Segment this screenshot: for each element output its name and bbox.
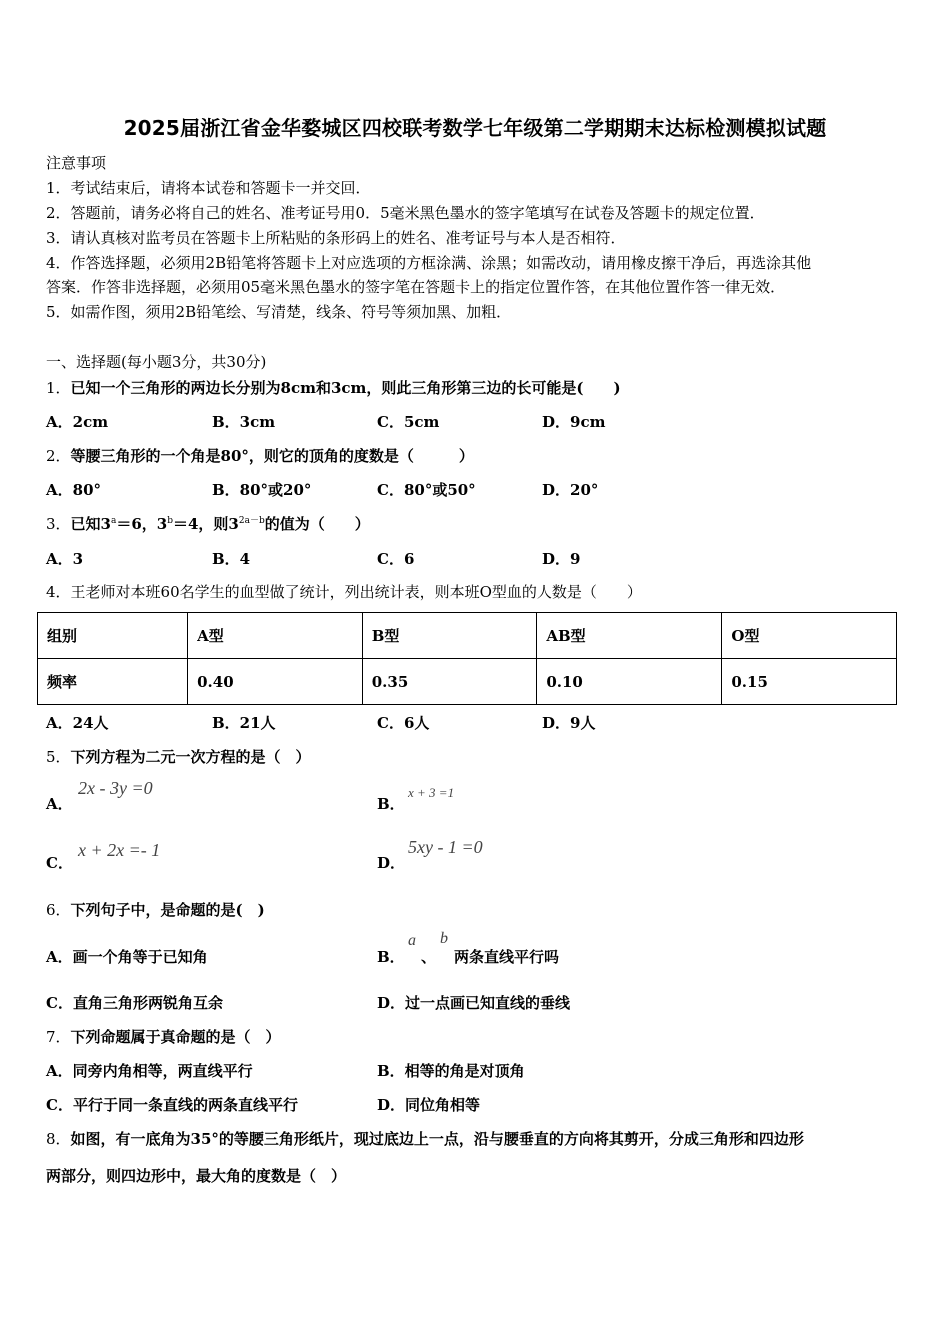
- question-text: 如图，有一底角为35°的等腰三角形纸片，现过底边上一点，沿与腰垂直的方向将其剪开，分成三角形和四边形: [70, 1130, 804, 1148]
- table-row: [38, 659, 897, 705]
- question-text: 王老师对本班60名学生的血型做了统计，列出统计表，则本班O型血的人数是（ ）: [70, 583, 642, 601]
- note-item-4-cont: 答案．作答非选择题，必须用05毫米黑色墨水的签字笔在答题卡上的指定位置作答，在其他位置作答一律无效．: [46, 278, 786, 296]
- table-cell: 0.15: [722, 659, 897, 705]
- q4-option-a[interactable]: A．24人: [46, 714, 109, 732]
- q1-option-c[interactable]: C．5cm: [377, 413, 440, 431]
- q5-formula-d: 5xy - 1 =0: [408, 837, 483, 857]
- table-cell: 0.35: [362, 659, 537, 705]
- q1-option-a[interactable]: A．2cm: [46, 413, 109, 431]
- question-text-part: 已知3: [70, 515, 111, 533]
- q5-option-d-label[interactable]: D．: [377, 854, 406, 872]
- question-text: 下列句子中，是命题的是( ): [70, 901, 265, 919]
- table-cell: 组别: [38, 613, 188, 659]
- q6-separator: 、: [421, 948, 437, 966]
- q5-formula-b: x + 3 =1: [408, 785, 455, 800]
- exponent: 2a－b: [238, 516, 265, 526]
- q3-option-c[interactable]: C．6: [377, 550, 415, 568]
- question-number: 4．: [46, 583, 71, 601]
- q1-option-d[interactable]: D．9cm: [542, 413, 606, 431]
- question-8: [46, 1128, 804, 1149]
- table-cell: 0.10: [537, 659, 722, 705]
- q5-option-c-label[interactable]: C．: [46, 854, 73, 872]
- question-1: [46, 377, 621, 398]
- q2-option-c[interactable]: C．80°或50°: [377, 481, 476, 499]
- note-item-1: 1．考试结束后，请将本试卷和答题卡一并交回．: [46, 179, 371, 197]
- q6-option-c[interactable]: C．直角三角形两锐角互余: [46, 994, 223, 1012]
- question-7: [46, 1026, 281, 1047]
- table-cell: B型: [362, 613, 537, 659]
- note-item-2: 2．答题前，请务必将自己的姓名、准考证号用0．5毫米黑色墨水的签字笔填写在试卷及答题卡的规定位置．: [46, 204, 765, 222]
- question-number: 6．: [46, 901, 71, 919]
- q6-option-a[interactable]: A．画一个角等于已知角: [46, 948, 208, 966]
- q5-formula-c: x + 2x =- 1: [78, 840, 161, 860]
- table-cell: O型: [722, 613, 897, 659]
- question-number: 1．: [46, 379, 71, 397]
- table-cell: AB型: [537, 613, 722, 659]
- q3-option-d[interactable]: D．9: [542, 550, 581, 568]
- question-number: 3．: [46, 515, 71, 533]
- q5-option-b-label[interactable]: B．: [377, 795, 405, 813]
- q5-formula-a: 2x - 3y =0: [78, 778, 153, 798]
- question-2: [46, 445, 474, 466]
- question-8-cont: 两部分，则四边形中，最大角的度数是（ ）: [46, 1167, 347, 1185]
- q6-option-b-text: 两条直线平行吗: [454, 948, 560, 966]
- q5-option-a-label[interactable]: A．: [46, 795, 73, 813]
- q6-var-a: a: [408, 932, 416, 949]
- q7-option-d[interactable]: D．同位角相等: [377, 1096, 481, 1114]
- q7-option-c[interactable]: C．平行于同一条直线的两条直线平行: [46, 1096, 298, 1114]
- question-4: [46, 581, 642, 602]
- q6-option-d[interactable]: D．过一点画已知直线的垂线: [377, 994, 571, 1012]
- notes-heading: 注意事项: [46, 154, 107, 172]
- table-cell: A型: [188, 613, 363, 659]
- question-text: 等腰三角形的一个角是80°，则它的顶角的度数是（ ）: [70, 447, 474, 465]
- q2-option-b[interactable]: B．80°或20°: [212, 481, 312, 499]
- question-text: 下列命题属于真命题的是（ ）: [70, 1028, 281, 1046]
- question-number: 8．: [46, 1130, 71, 1148]
- exponent: a: [110, 516, 117, 526]
- q4-option-c[interactable]: C．6人: [377, 714, 430, 732]
- question-text: 下列方程为二元一次方程的是（ ）: [70, 748, 311, 766]
- question-6: [46, 899, 265, 920]
- table-cell: 0.40: [188, 659, 363, 705]
- question-text-part: ＝6，3: [116, 515, 168, 533]
- question-number: 2．: [46, 447, 71, 465]
- section-heading: 一、选择题(每小题3分，共30分): [46, 353, 267, 371]
- q2-option-d[interactable]: D．20°: [542, 481, 599, 499]
- table-cell: 频率: [38, 659, 188, 705]
- q1-option-b[interactable]: B．3cm: [212, 413, 276, 431]
- question-text-part: 的值为（ ）: [264, 515, 370, 533]
- question-5: [46, 746, 311, 767]
- q4-option-d[interactable]: D．9人: [542, 714, 596, 732]
- q3-option-a[interactable]: A．3: [46, 550, 84, 568]
- q3-option-b[interactable]: B．4: [212, 550, 251, 568]
- question-text-part: ＝4，则3: [173, 515, 239, 533]
- question-3: [46, 513, 370, 534]
- table-row: [38, 613, 897, 659]
- blood-type-table: [37, 612, 897, 705]
- note-item-4: 4．作答选择题，必须用2B铅笔将答题卡上对应选项的方框涂满、涂黑；如需改动，请用橡皮擦干净后，再选涂其他: [46, 254, 812, 272]
- q6-var-b: b: [440, 930, 448, 947]
- q2-option-a[interactable]: A．80°: [46, 481, 102, 499]
- question-text: 已知一个三角形的两边长分别为8cm和3cm，则此三角形第三边的长可能是( ): [70, 379, 621, 397]
- q7-option-a[interactable]: A．同旁内角相等，两直线平行: [46, 1062, 253, 1080]
- q4-option-b[interactable]: B．21人: [212, 714, 276, 732]
- note-item-3: 3．请认真核对监考员在答题卡上所粘贴的条形码上的姓名、准考证号与本人是否相符．: [46, 229, 626, 247]
- page-title: 2025届浙江省金华婺城区四校联考数学七年级第二学期期末达标检测模拟试题: [123, 116, 827, 140]
- question-number: 5．: [46, 748, 71, 766]
- question-number: 7．: [46, 1028, 71, 1046]
- note-item-5: 5．如需作图，须用2B铅笔绘、写清楚，线条、符号等须加黑、加粗．: [46, 303, 512, 321]
- q7-option-b[interactable]: B．相等的角是对顶角: [377, 1062, 525, 1080]
- exponent: b: [167, 516, 173, 526]
- q6-option-b-label[interactable]: B．: [377, 948, 405, 966]
